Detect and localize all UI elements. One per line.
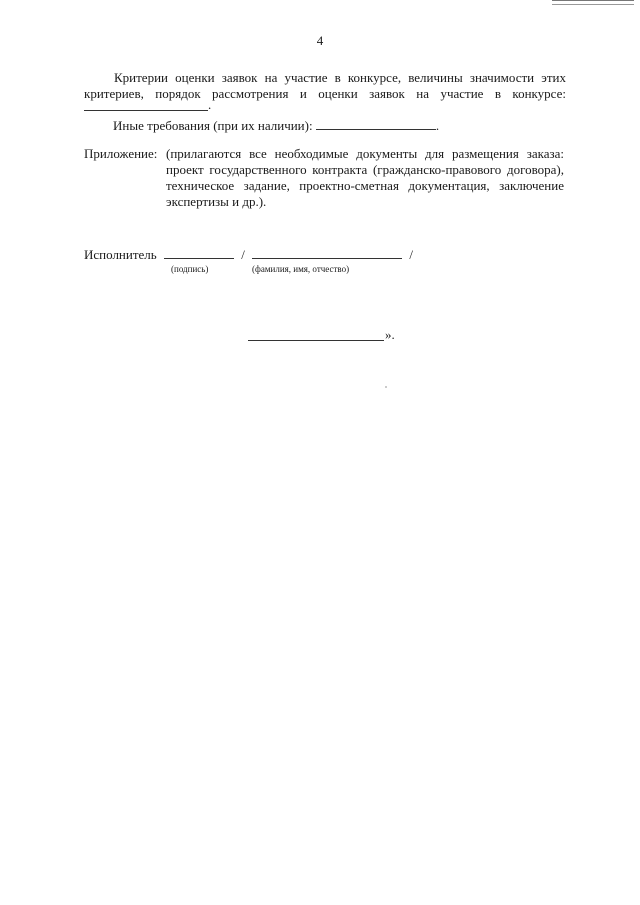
criteria-fill-line [84, 100, 208, 111]
criteria-end-punct: . [208, 97, 212, 112]
closing-quote: ». [385, 327, 395, 342]
closing-fill-line [248, 329, 384, 341]
other-requirements-end-punct: . [435, 118, 440, 133]
other-requirements-fill-line [316, 117, 436, 130]
page-number: 4 [316, 33, 324, 48]
signature-fill-line [164, 247, 234, 259]
separator-slash-2: / [409, 247, 413, 262]
criteria-paragraph: Критерии оценки заявок на участие в конкурсе, величины значимости этих критериев, порядок рассмотрения и оценки заявок на участие в конкурсе: [84, 70, 566, 101]
signature-caption: (подпись) [171, 264, 209, 274]
annex-label: Приложение: [84, 146, 158, 161]
executor-label: Исполнитель [84, 247, 157, 262]
other-requirements-label: Иные требования (при их наличии): [113, 118, 313, 133]
other-requirements-line [113, 117, 439, 134]
full-name-caption: (фамилия, имя, отчество) [252, 264, 350, 274]
separator-slash-1: / [241, 247, 245, 262]
scan-edge-mark [552, 0, 634, 5]
full-name-fill-line [252, 247, 402, 259]
scan-speck [385, 386, 387, 388]
annex-text: (прилагаются все необходимые документы для размещения заказа: проект государственного контракта (гражданско-правового договора), техническое задание, проектно-сметная документация, заключение экспертизы и др.). [166, 146, 564, 209]
signature-row [84, 247, 413, 263]
